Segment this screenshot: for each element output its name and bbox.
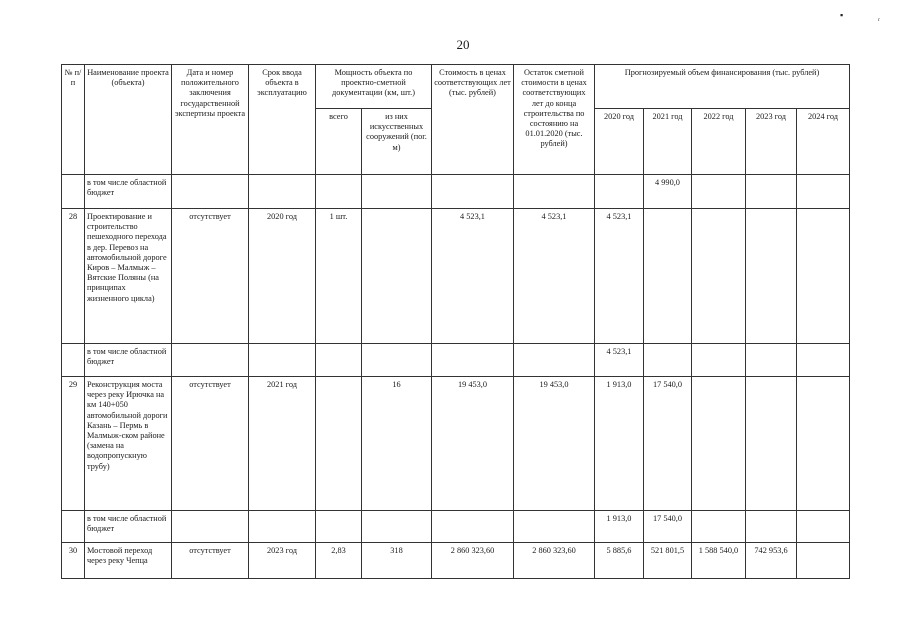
header-row: [62, 65, 850, 109]
header-year-2020: 2020 год: [595, 109, 644, 175]
row-2021: [644, 344, 692, 377]
row-num: [62, 344, 85, 377]
row-capacity-art: [362, 511, 432, 543]
table-row: [62, 209, 850, 344]
scan-mark: ▪: [840, 10, 844, 20]
header-capacity: Мощность объекта по проектно-сметной документации (км, шт.): [316, 65, 432, 109]
row-commissioning: 2021 год: [249, 377, 316, 511]
row-commissioning: [249, 344, 316, 377]
row-cost: 19 453,0: [432, 377, 514, 511]
row-2023: [746, 344, 797, 377]
row-remainder: 4 523,1: [514, 209, 595, 344]
row-capacity-total: 1 шт.: [316, 209, 362, 344]
header-year-2022: 2022 год: [692, 109, 746, 175]
table-row: [62, 511, 850, 543]
row-num: 29: [62, 377, 85, 511]
row-2022: [692, 209, 746, 344]
row-2021: 521 801,5: [644, 543, 692, 579]
header-year-2021: 2021 год: [644, 109, 692, 175]
row-2022: [692, 511, 746, 543]
row-capacity-total: [316, 377, 362, 511]
row-2024: [797, 543, 850, 579]
row-2023: [746, 511, 797, 543]
row-2021: 4 990,0: [644, 175, 692, 209]
row-2024: [797, 377, 850, 511]
row-cost: 4 523,1: [432, 209, 514, 344]
row-2024: [797, 209, 850, 344]
header-commissioning: Срок ввода объекта в эксплуатацию: [249, 65, 316, 175]
row-capacity-total: 2,83: [316, 543, 362, 579]
header-num: № п/п: [62, 65, 85, 175]
row-name: Мостовой переход через реку Чепца: [85, 543, 172, 579]
header-capacity-total: всего: [316, 109, 362, 175]
row-2020: 5 885,6: [595, 543, 644, 579]
row-remainder: [514, 344, 595, 377]
row-remainder: 19 453,0: [514, 377, 595, 511]
row-expertise: [172, 344, 249, 377]
row-capacity-total: [316, 511, 362, 543]
row-2020: 4 523,1: [595, 209, 644, 344]
row-capacity-art: 318: [362, 543, 432, 579]
row-expertise: отсутствует: [172, 377, 249, 511]
table-row: [62, 175, 850, 209]
row-2022: [692, 344, 746, 377]
row-expertise: [172, 511, 249, 543]
row-num: 30: [62, 543, 85, 579]
row-capacity-total: [316, 344, 362, 377]
row-cost: 2 860 323,60: [432, 543, 514, 579]
row-capacity-total: [316, 175, 362, 209]
row-commissioning: 2023 год: [249, 543, 316, 579]
header-expertise: Дата и номер положительного заключения государственной экспертизы проекта: [172, 65, 249, 175]
row-remainder: 2 860 323,60: [514, 543, 595, 579]
row-commissioning: [249, 175, 316, 209]
row-2020: 1 913,0: [595, 377, 644, 511]
row-capacity-art: [362, 209, 432, 344]
row-2021: 17 540,0: [644, 377, 692, 511]
header-remainder: Остаток сметной стоимости в ценах соответствующих лет до конца строительства по состоянию на 01.01.2020 (тыс. рублей): [514, 65, 595, 175]
table-row: [62, 344, 850, 377]
row-capacity-art: [362, 344, 432, 377]
row-2023: 742 953,6: [746, 543, 797, 579]
row-num: [62, 175, 85, 209]
row-capacity-art: [362, 175, 432, 209]
row-expertise: отсутствует: [172, 209, 249, 344]
row-2020: [595, 175, 644, 209]
row-name: Реконструкция моста через реку Ирючка на км 140+050 автомобильной дороги Казань – Пермь в Малмыж-ском районе (замена на водопропускную трубу): [85, 377, 172, 511]
header-name: Наименование проекта (объекта): [85, 65, 172, 175]
row-commissioning: 2020 год: [249, 209, 316, 344]
row-remainder: [514, 175, 595, 209]
table-row: [62, 543, 850, 579]
row-name: в том числе областной бюджет: [85, 175, 172, 209]
row-2020: 1 913,0: [595, 511, 644, 543]
row-2022: [692, 175, 746, 209]
row-cost: [432, 511, 514, 543]
row-expertise: [172, 175, 249, 209]
row-2021: 17 540,0: [644, 511, 692, 543]
row-num: [62, 511, 85, 543]
header-capacity-art: из них искусственных сооружений (пог. м): [362, 109, 432, 175]
page-number: 20: [456, 37, 470, 52]
row-2022: 1 588 540,0: [692, 543, 746, 579]
row-name: в том числе областной бюджет: [85, 511, 172, 543]
row-cost: [432, 175, 514, 209]
row-commissioning: [249, 511, 316, 543]
table-row: [62, 377, 850, 511]
financing-table: [61, 64, 850, 579]
row-cost: [432, 344, 514, 377]
row-num: 28: [62, 209, 85, 344]
row-2022: [692, 377, 746, 511]
header-cost: Стоимость в ценах соответствующих лет (тыс. рублей): [432, 65, 514, 175]
row-capacity-art: 16: [362, 377, 432, 511]
header-year-2024: 2024 год: [797, 109, 850, 175]
scan-mark: ᵣ: [878, 12, 881, 22]
row-2023: [746, 377, 797, 511]
row-2024: [797, 511, 850, 543]
header-forecast: Прогнозируемый объем финансирования (тыс. рублей): [595, 65, 850, 109]
row-name: в том числе областной бюджет: [85, 344, 172, 377]
row-2024: [797, 175, 850, 209]
header-year-2023: 2023 год: [746, 109, 797, 175]
row-2023: [746, 175, 797, 209]
row-2023: [746, 209, 797, 344]
row-2020: 4 523,1: [595, 344, 644, 377]
row-expertise: отсутствует: [172, 543, 249, 579]
row-remainder: [514, 511, 595, 543]
row-2024: [797, 344, 850, 377]
row-name: Проектирование и строительство пешеходного перехода в дер. Перевоз на автомобильной дороге Киров – Малмыж – Вятские Поляны (на принципах жизненного цикла): [85, 209, 172, 344]
row-2021: [644, 209, 692, 344]
